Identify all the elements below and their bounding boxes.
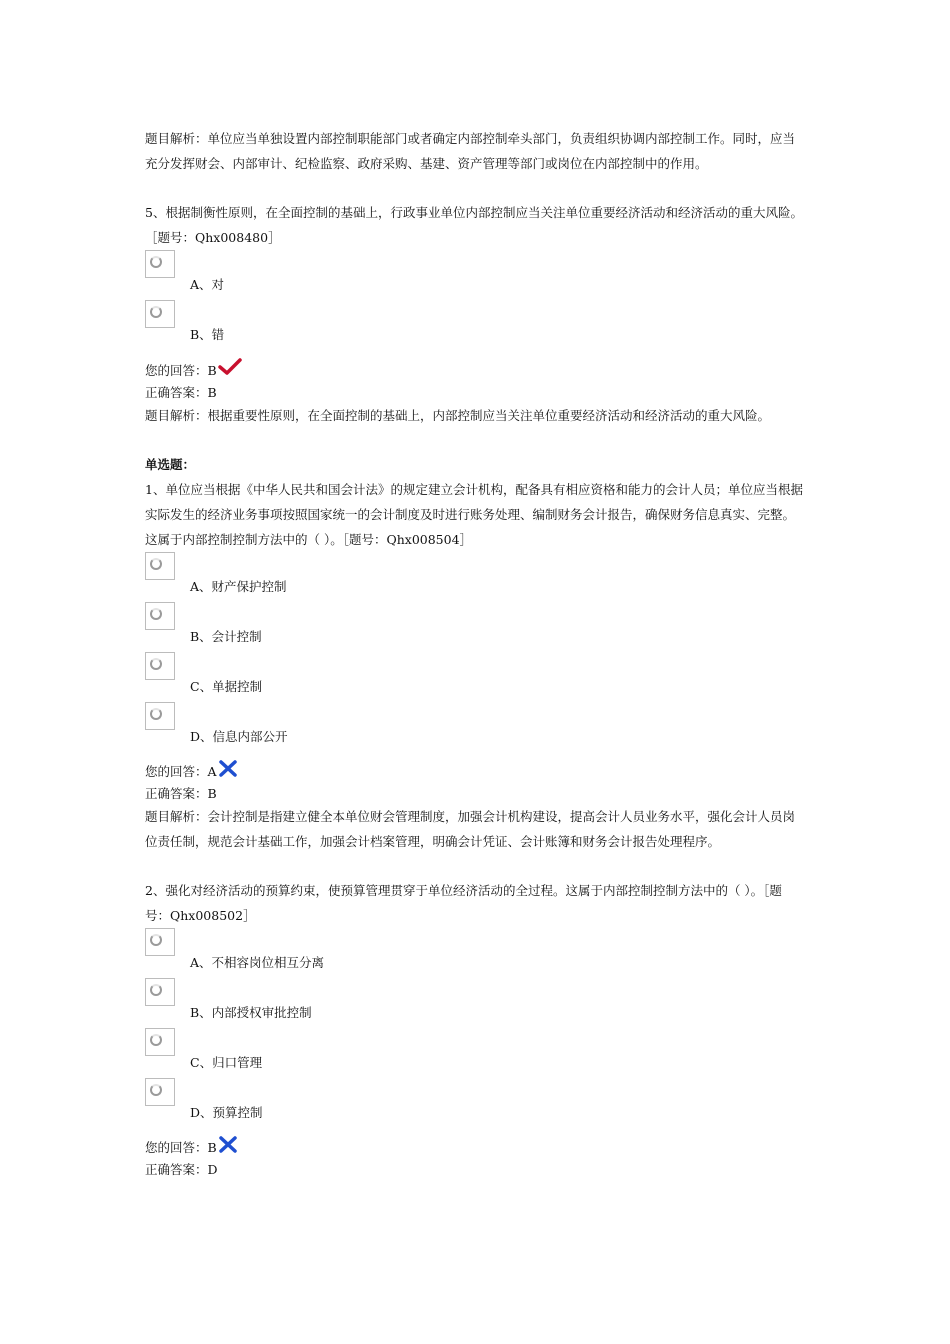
question-text: 2、强化对经济活动的预算约束，使预算管理贯穿于单位经济活动的全过程。这属于内部控制控制方法中的（ ）。［题号：Qhx008502］ [145,883,782,923]
correct-answer: 正确答案：D [145,1162,218,1177]
option-label: D、信息内部公开 [190,729,288,744]
check-icon [218,358,242,382]
question-text: 1、单位应当根据《中华人民共和国会计法》的规定建立会计机构，配备具有相应资格和能力的会计人员；单位应当根据实际发生的经济业务事项按照国家统一的会计制度及时进行账务处理、编制财务会计报告，确保财务信息真实、完整。这属于内部控制控制方法中的（ ）。［题号：Qhx008504］ [145,482,803,547]
option-label: D、预算控制 [190,1105,263,1120]
your-answer-text: 您的回答：B [145,1140,217,1155]
exam-review-page [145,126,805,1180]
your-answer [145,760,805,783]
correct-answer: 正确答案：B [145,786,217,801]
spacer [145,428,805,452]
question-5 [145,200,805,428]
spacer [145,854,805,878]
radio-button[interactable] [145,250,175,278]
radio-circle-icon [150,608,162,620]
single-question-1 [145,477,805,854]
radio-circle-icon [150,658,162,670]
option-label: A、对 [190,277,225,292]
cross-icon [218,760,238,783]
option-b[interactable] [145,978,805,1028]
radio-button[interactable] [145,300,175,328]
radio-button[interactable] [145,652,175,680]
option-b[interactable] [145,300,805,350]
correct-answer: 正确答案：B [145,385,217,400]
radio-circle-icon [150,1034,162,1046]
radio-circle-icon [150,934,162,946]
option-c[interactable] [145,1028,805,1078]
radio-circle-icon [150,306,162,318]
radio-circle-icon [150,708,162,720]
radio-button[interactable] [145,1028,175,1056]
option-a[interactable] [145,928,805,978]
option-label: B、错 [190,327,225,342]
question-analysis: 题目解析：根据重要性原则，在全面控制的基础上，内部控制应当关注单位重要经济活动和经济活动的重大风险。 [145,408,771,423]
radio-circle-icon [150,558,162,570]
your-answer-text: 您的回答：A [145,764,217,779]
cross-icon [218,1136,238,1159]
radio-circle-icon [150,984,162,996]
radio-button[interactable] [145,602,175,630]
radio-circle-icon [150,1084,162,1096]
radio-button[interactable] [145,978,175,1006]
option-c[interactable] [145,652,805,702]
spacer [145,176,805,200]
radio-circle-icon [150,256,162,268]
question-text: 5、根据制衡性原则，在全面控制的基础上，行政事业单位内部控制应当关注单位重要经济活动和经济活动的重大风险。［题号：Qhx008480］ [145,205,803,245]
option-a[interactable] [145,552,805,602]
your-answer [145,358,805,382]
option-label: C、单据控制 [190,679,263,694]
your-answer-text: 您的回答：B [145,363,217,378]
option-label: A、财产保护控制 [190,579,287,594]
option-a[interactable] [145,250,805,300]
option-label: A、不相容岗位相互分离 [190,955,325,970]
radio-button[interactable] [145,1078,175,1106]
option-label: B、会计控制 [190,629,262,644]
radio-button[interactable] [145,702,175,730]
option-d[interactable] [145,702,805,752]
q4-analysis: 题目解析：单位应当单独设置内部控制职能部门或者确定内部控制牵头部门，负责组织协调内部控制工作。同时，应当充分发挥财会、内部审计、纪检监察、政府采购、基建、资产管理等部门或岗位在内部控制中的作用。 [145,131,796,171]
your-answer [145,1136,805,1159]
section-heading: 单选题： [145,457,196,472]
option-b[interactable] [145,602,805,652]
question-analysis: 题目解析：会计控制是指建立健全本单位财会管理制度，加强会计机构建设，提高会计人员业务水平，强化会计人员岗位责任制，规范会计基础工作，加强会计档案管理，明确会计凭证、会计账簿和财务会计报告处理程序。 [145,809,796,849]
single-question-2 [145,878,805,1180]
option-label: B、内部授权审批控制 [190,1005,312,1020]
radio-button[interactable] [145,928,175,956]
option-d[interactable] [145,1078,805,1128]
radio-button[interactable] [145,552,175,580]
option-label: C、归口管理 [190,1055,263,1070]
